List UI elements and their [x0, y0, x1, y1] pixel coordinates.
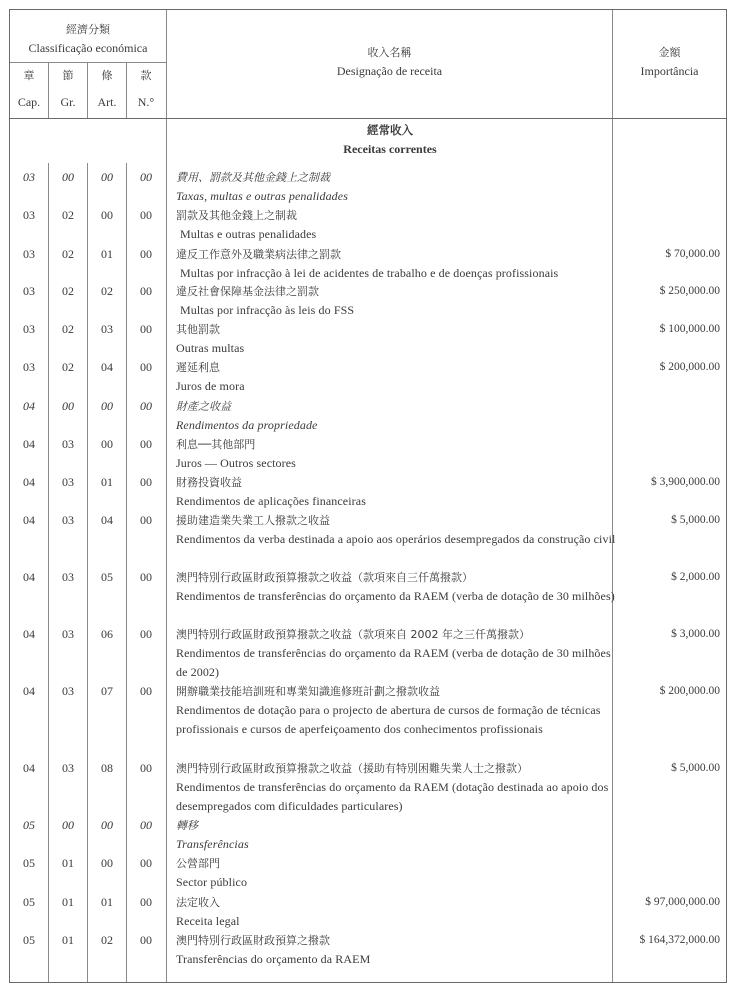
amount-title-pt: Importância: [640, 64, 699, 78]
code-art: 02: [101, 933, 113, 947]
section-title-zh: 經常收入: [367, 123, 413, 137]
designation-pt: Rendimentos da verba destinada a apoio aos operários desempregados da construção civil: [176, 532, 616, 546]
code-cap: 03: [23, 284, 35, 298]
code-cap: 05: [23, 818, 35, 832]
section-title-pt: Receitas correntes: [343, 142, 437, 156]
row-designation: [176, 282, 616, 320]
code-no: 00: [140, 627, 152, 641]
code-gr: 00: [62, 399, 74, 413]
code-cap: 04: [23, 570, 35, 584]
designation-pt: Taxas, multas e outras penalidades: [176, 189, 348, 203]
classification-header: [10, 20, 166, 58]
row-amount: $ 3,000.00: [671, 628, 720, 640]
code-no: 00: [140, 284, 152, 298]
column-header-cap: 章 Cap.: [17, 69, 41, 109]
designation-pt: Rendimentos de transferências do orçamento da RAEM (dotação destinada ao apoio dos desempregados com dificuldades particulares): [176, 780, 609, 813]
designation-pt: Transferências: [176, 837, 249, 851]
code-cap: 05: [23, 856, 35, 870]
code-art: 00: [101, 170, 113, 184]
code-gr: 03: [62, 475, 74, 489]
designation-zh: 財產之收益: [176, 400, 231, 413]
designation-zh: 法定收入: [176, 896, 220, 909]
code-gr: 00: [62, 818, 74, 832]
amount-header: [613, 43, 726, 81]
row-designation: [176, 759, 616, 816]
designation-zh: 罰款及其他金錢上之制裁: [176, 209, 297, 222]
code-gr: 02: [62, 247, 74, 261]
code-cap: 05: [23, 933, 35, 947]
designation-zh: 澳門特別行政區財政預算撥款之收益（款項來自 2002 年之三仟萬撥款）: [176, 628, 530, 641]
row-designation: [176, 435, 616, 473]
row-designation: [176, 358, 616, 396]
code-no: 00: [140, 399, 152, 413]
designation-pt: Rendimentos de transferências do orçamento da RAEM (verba de dotação de 30 milhões de 2002): [176, 646, 611, 679]
code-gr: 00: [62, 170, 74, 184]
row-amount: $ 5,000.00: [671, 762, 720, 774]
row-amount: $ 100,000.00: [659, 323, 720, 335]
code-no: 00: [140, 322, 152, 336]
code-art: 08: [101, 761, 113, 775]
designation-zh: 遲延利息: [176, 361, 220, 374]
code-art: 00: [101, 208, 113, 222]
code-gr: 03: [62, 437, 74, 451]
designation-pt: Juros — Outros sectores: [176, 456, 296, 470]
designation-pt: Outras multas: [176, 341, 245, 355]
designation-zh: 公營部門: [176, 857, 220, 870]
row-designation: [176, 568, 616, 606]
designation-pt: Transferências do orçamento da RAEM: [176, 952, 371, 966]
row-amount: $ 200,000.00: [659, 361, 720, 373]
code-no: 00: [140, 437, 152, 451]
row-amount: $ 164,372,000.00: [639, 934, 720, 946]
designation-zh: 澳門特別行政區財政預算撥款之收益（款項來自三仟萬撥款）: [176, 571, 473, 584]
code-cap: 04: [23, 475, 35, 489]
code-no: 00: [140, 247, 152, 261]
divider-header-bottom: [10, 118, 726, 119]
row-designation: [176, 893, 616, 931]
code-art: 00: [101, 856, 113, 870]
designation-pt: Multas por infracção às leis do FSS: [180, 303, 355, 317]
row-amount: $ 70,000.00: [665, 248, 720, 260]
code-cap: 04: [23, 761, 35, 775]
code-cap: 04: [23, 513, 35, 527]
row-amount: $ 200,000.00: [659, 685, 720, 697]
code-cap: 03: [23, 322, 35, 336]
classification-title-pt: Classificação económica: [28, 41, 148, 55]
row-designation: [176, 625, 616, 682]
designation-pt: Multas por infracção à lei de acidentes de trabalho e de doenças profissionais: [180, 266, 559, 280]
code-gr: 03: [62, 570, 74, 584]
row-designation: [176, 931, 616, 969]
designation-header: [167, 43, 612, 81]
row-designation: [176, 245, 616, 283]
code-art: 01: [101, 475, 113, 489]
code-no: 00: [140, 684, 152, 698]
code-no: 00: [140, 513, 152, 527]
row-designation: [176, 511, 616, 549]
row-amount: $ 97,000,000.00: [645, 896, 720, 908]
code-no: 00: [140, 360, 152, 374]
designation-zh: 澳門特別行政區財政預算之撥款: [176, 934, 330, 947]
column-header-no: 款 N.°: [137, 69, 155, 109]
code-gr: 03: [62, 684, 74, 698]
designation-zh: 財務投資收益: [176, 476, 242, 489]
code-art: 04: [101, 360, 113, 374]
amount-title-zh: 金額: [658, 46, 681, 59]
designation-zh: 利息──其他部門: [176, 438, 256, 451]
code-no: 00: [140, 818, 152, 832]
code-no: 00: [140, 895, 152, 909]
code-cap: 04: [23, 627, 35, 641]
designation-pt: Receita legal: [176, 914, 240, 928]
code-art: 00: [101, 399, 113, 413]
code-art: 03: [101, 322, 113, 336]
code-gr: 01: [62, 933, 74, 947]
designation-title-pt: Designação de receita: [336, 64, 443, 78]
designation-pt: Rendimentos da propriedade: [176, 418, 318, 432]
code-gr: 01: [62, 856, 74, 870]
code-gr: 03: [62, 627, 74, 641]
row-designation: [176, 320, 616, 358]
code-cap: 03: [23, 208, 35, 222]
designation-pt: Rendimentos de aplicações financeiras: [176, 494, 366, 508]
code-art: 05: [101, 570, 113, 584]
code-gr: 02: [62, 360, 74, 374]
designation-title-zh: 收入名稱: [367, 46, 412, 59]
designation-zh: 違反社會保障基金法律之罰款: [176, 285, 319, 298]
row-amount: $ 2,000.00: [671, 571, 720, 583]
code-gr: 02: [62, 208, 74, 222]
divider-classification-header: [10, 62, 166, 63]
code-gr: 02: [62, 322, 74, 336]
designation-pt: Sector público: [176, 875, 248, 889]
code-no: 00: [140, 208, 152, 222]
row-designation: [176, 168, 616, 206]
section-title: [168, 121, 612, 159]
code-no: 00: [140, 170, 152, 184]
code-art: 01: [101, 247, 113, 261]
designation-zh: 轉移: [176, 819, 198, 832]
code-cap: 03: [23, 360, 35, 374]
code-cap: 04: [23, 684, 35, 698]
divider-code-desc: [166, 10, 167, 982]
row-designation: [176, 816, 616, 854]
row-designation: [176, 206, 616, 244]
designation-zh: 違反工作意外及職業病法律之罰款: [176, 248, 341, 261]
designation-pt: Rendimentos de dotação para o projecto de abertura de cursos de formação de técnicas profissionais e cursos de aperfeiçoamento dos conhecimentos profissionais: [176, 703, 601, 736]
code-art: 01: [101, 895, 113, 909]
designation-zh: 其他罰款: [176, 323, 220, 336]
code-art: 00: [101, 437, 113, 451]
code-cap: 03: [23, 170, 35, 184]
code-gr: 01: [62, 895, 74, 909]
row-amount: $ 3,900,000.00: [651, 476, 720, 488]
row-designation: [176, 682, 616, 739]
row-designation: [176, 397, 616, 435]
column-header-art: 條 Art.: [97, 69, 117, 109]
code-gr: 03: [62, 513, 74, 527]
code-cap: 04: [23, 399, 35, 413]
designation-pt: Multas e outras penalidades: [180, 227, 317, 241]
code-art: 00: [101, 818, 113, 832]
column-header-gr: 節 Gr.: [60, 69, 76, 109]
designation-zh: 費用、罰款及其他金錢上之制裁: [176, 171, 330, 184]
designation-zh: 開辦職業技能培訓班和專業知識進修班計劃之撥款收益: [176, 685, 440, 698]
row-designation: [176, 854, 616, 892]
classification-title-zh: 經濟分類: [66, 23, 110, 36]
code-no: 00: [140, 475, 152, 489]
row-amount: $ 250,000.00: [659, 285, 720, 297]
code-no: 00: [140, 933, 152, 947]
designation-zh: 援助建造業失業工人撥款之收益: [176, 514, 330, 527]
code-cap: 05: [23, 895, 35, 909]
code-cap: 04: [23, 437, 35, 451]
code-art: 02: [101, 284, 113, 298]
code-no: 00: [140, 856, 152, 870]
code-no: 00: [140, 570, 152, 584]
code-art: 07: [101, 684, 113, 698]
designation-zh: 澳門特別行政區財政預算撥款之收益（援助有特別困難失業人士之撥款）: [176, 762, 528, 775]
row-designation: [176, 473, 616, 511]
designation-pt: Rendimentos de transferências do orçamento da RAEM (verba de dotação de 30 milhões): [176, 589, 615, 603]
row-amount: $ 5,000.00: [671, 514, 720, 526]
code-gr: 03: [62, 761, 74, 775]
code-gr: 02: [62, 284, 74, 298]
code-art: 04: [101, 513, 113, 527]
code-cap: 03: [23, 247, 35, 261]
code-art: 06: [101, 627, 113, 641]
designation-pt: Juros de mora: [176, 379, 245, 393]
code-no: 00: [140, 761, 152, 775]
